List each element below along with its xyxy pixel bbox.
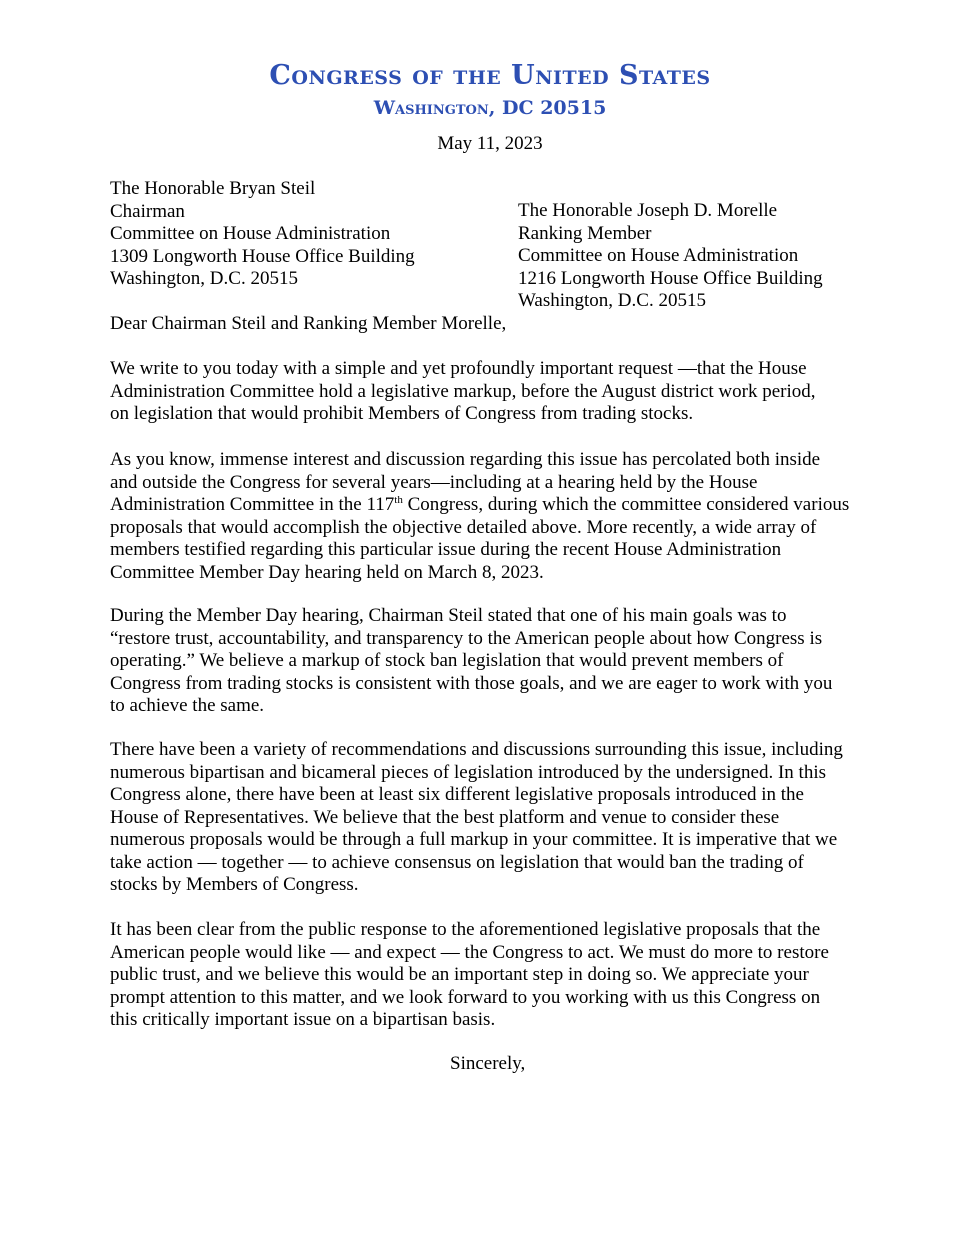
letterhead-subtitle: Washington, DC 20515 <box>373 97 607 119</box>
paragraph-1 <box>110 358 880 426</box>
paragraph-line: proposals that would accomplish the objective detailed above. More recently, a wide array of <box>110 516 817 538</box>
paragraph-line: We write to you today with a simple and yet profoundly important request —that the House <box>110 358 807 379</box>
paragraph-line: numerous proposals would be through a full markup in your committee. It is imperative that we <box>110 829 838 850</box>
paragraph-line: Congress from trading stocks is consistent with those goals, and we are eager to work with you <box>110 672 833 694</box>
paragraph-text: Administration Committee in the 117 <box>110 494 395 515</box>
recipient-right-city: Washington, D.C. 20515 <box>518 290 706 311</box>
paragraph-line: “restore trust, accountability, and transparency to the American people about how Congress is <box>110 627 823 649</box>
paragraph-line: Administration Committee hold a legislative markup, before the August district work period, <box>110 380 816 402</box>
paragraph-line: take action — together — to achieve consensus on legislation that would ban the trading of <box>110 851 804 873</box>
recipient-left-title: Chairman <box>110 200 185 222</box>
paragraph-line: stocks by Members of Congress. <box>110 874 359 895</box>
recipient-right-committee: Committee on House Administration <box>518 245 799 266</box>
paragraph-line: Congress alone, there have been at least six different legislative proposals introduced in the <box>110 784 804 805</box>
paragraph-5 <box>110 919 880 1032</box>
paragraph-line: this critically important issue on a bipartisan basis. <box>110 1009 496 1030</box>
closing: Sincerely, <box>450 1053 526 1074</box>
letter-date: May 11, 2023 <box>437 133 543 154</box>
paragraph-line: As you know, immense interest and discussion regarding this issue has percolated both inside <box>110 449 821 470</box>
recipient-right-name: The Honorable Joseph D. Morelle <box>518 200 778 221</box>
paragraph-text: Congress, during which the committee considered various <box>402 494 850 515</box>
paragraph-line: members testified regarding this particular issue during the recent House Administration <box>110 539 782 560</box>
recipient-left-name: The Honorable Bryan Steil <box>110 178 316 199</box>
recipient-left-city: Washington, D.C. 20515 <box>110 268 298 289</box>
recipient-right-building: 1216 Longworth House Office Building <box>518 267 823 289</box>
paragraph-line: Committee Member Day hearing held on March 8, 2023. <box>110 561 544 583</box>
recipient-address-right <box>518 200 898 313</box>
recipient-right-title: Ranking Member <box>518 222 652 244</box>
paragraph-line: There have been a variety of recommendations and discussions surrounding this issue, including <box>110 739 843 760</box>
paragraph-line: numerous bipartisan and bicameral pieces of legislation introduced by the undersigned. In this <box>110 761 826 783</box>
paragraph-line: prompt attention to this matter, and we look forward to you working with us this Congress on <box>110 986 821 1008</box>
paragraph-line: House of Representatives. We believe that the best platform and venue to consider these <box>110 806 780 828</box>
paragraph-line: During the Member Day hearing, Chairman Steil stated that one of his main goals was to <box>110 605 787 626</box>
paragraph-line: American people would like — and expect — the Congress to act. We must do more to restore <box>110 941 829 963</box>
paragraph-line: operating.” We believe a markup of stock ban legislation that would prevent members of <box>110 650 784 671</box>
recipient-address-left <box>110 178 490 291</box>
paragraph-line: on legislation that would prohibit Members of Congress from trading stocks. <box>110 403 694 424</box>
paragraph-line: to achieve the same. <box>110 695 265 716</box>
recipient-left-building: 1309 Longworth House Office Building <box>110 245 415 267</box>
letterhead-title: Congress of the United States <box>269 60 711 91</box>
paragraph-line <box>110 494 880 517</box>
paragraph-3 <box>110 605 880 718</box>
paragraph-line: public trust, and we believe this would be an important step in doing so. We appreciate your <box>110 964 809 985</box>
paragraph-4 <box>110 739 880 897</box>
paragraph-line: It has been clear from the public response to the aforementioned legislative proposals that the <box>110 919 821 940</box>
paragraph-2 <box>110 449 880 584</box>
ordinal-suffix: th <box>394 494 403 506</box>
salutation: Dear Chairman Steil and Ranking Member Morelle, <box>110 313 507 334</box>
recipient-left-committee: Committee on House Administration <box>110 223 391 244</box>
paragraph-line: and outside the Congress for several years—including at a hearing held by the House <box>110 471 758 493</box>
